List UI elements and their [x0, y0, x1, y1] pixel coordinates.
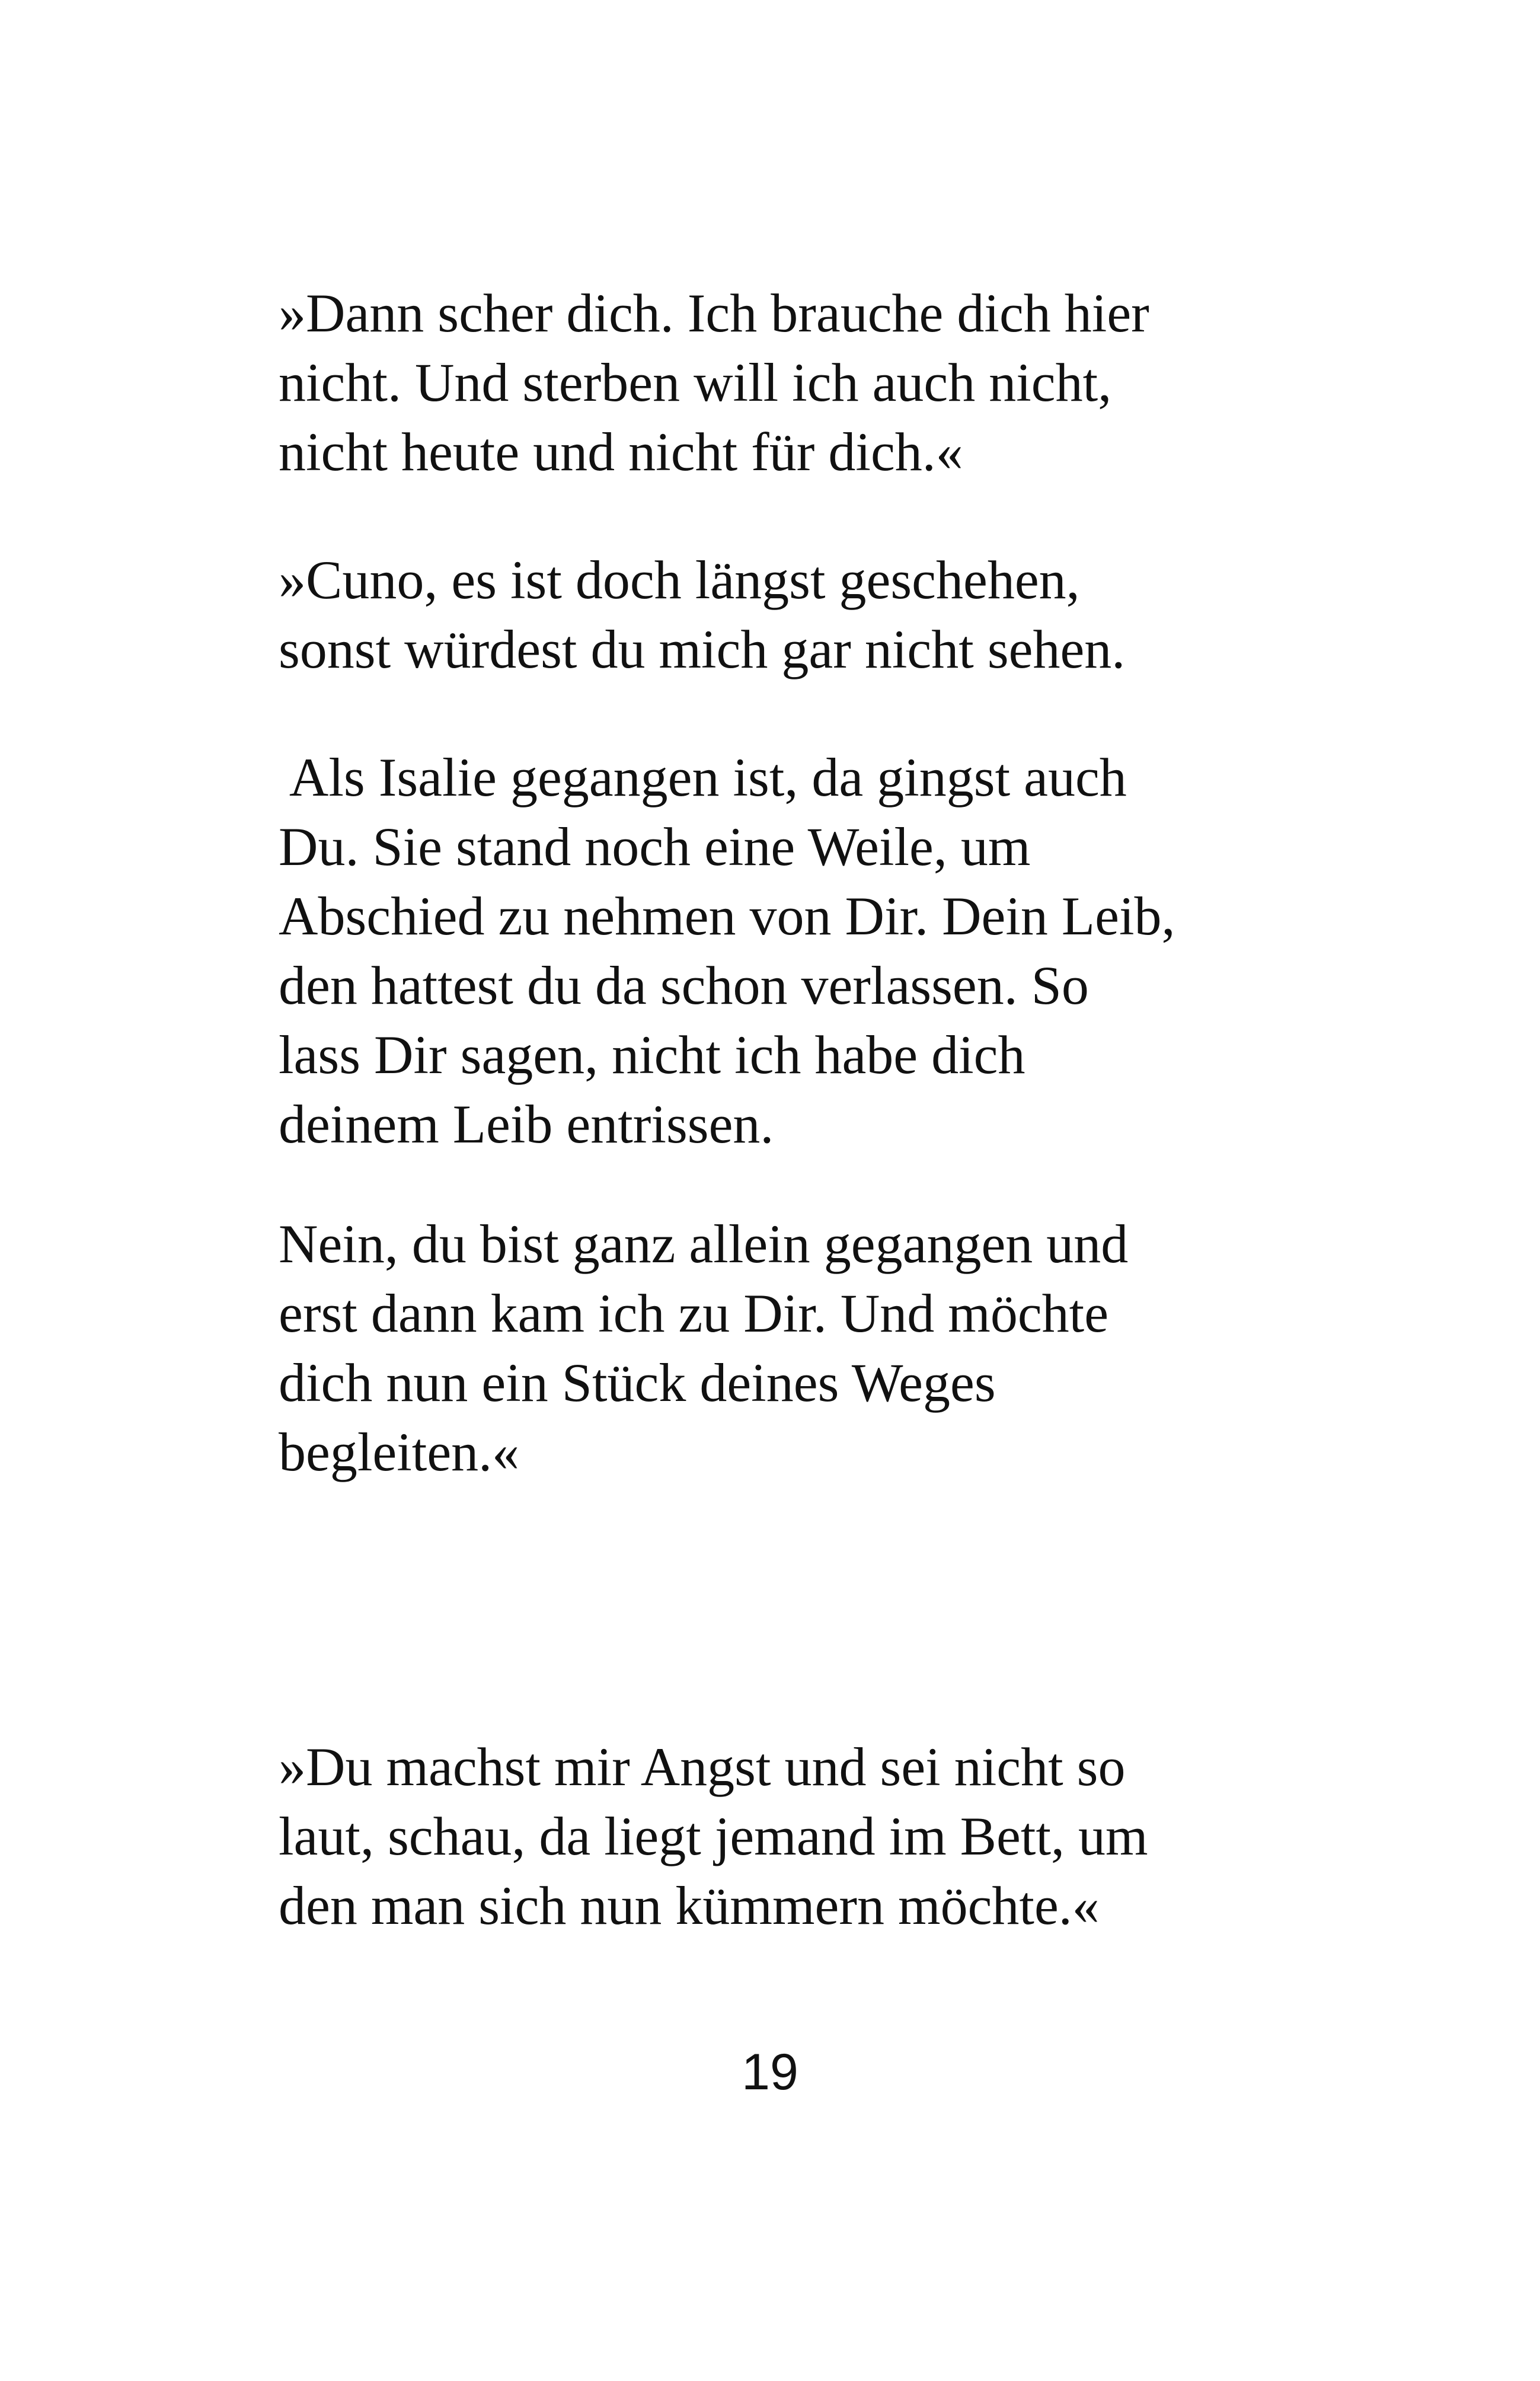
text-line: den hattest du da schon verlassen. So: [279, 955, 1089, 1016]
text-line: nicht heute und nicht für dich.«: [279, 422, 963, 482]
text-line: dich nun ein Stück deines Weges: [279, 1352, 996, 1413]
text-line: laut, schau, da liegt jemand im Bett, um: [279, 1806, 1148, 1866]
paragraph: [279, 279, 1286, 487]
text-line: nicht. Und sterben will ich auch nicht,: [279, 352, 1112, 413]
text-line: erst dann kam ich zu Dir. Und möchte: [279, 1283, 1109, 1343]
paragraph: [279, 545, 1286, 684]
paragraph: [279, 743, 1286, 1159]
paragraph: [279, 1209, 1286, 1487]
text-line: lass Dir sagen, nicht ich habe dich: [279, 1024, 1025, 1085]
text-line: deinem Leib entrissen.: [279, 1094, 774, 1154]
text-line: »Dann scher dich. Ich brauche dich hier: [279, 283, 1149, 343]
text-line: begleiten.«: [279, 1422, 520, 1482]
text-line: Du. Sie stand noch eine Weile, um: [279, 816, 1031, 877]
text-line: Abschied zu nehmen von Dir. Dein Leib,: [279, 886, 1175, 946]
text-line: Nein, du bist ganz allein gegangen und: [279, 1214, 1129, 1274]
text-line: den man sich nun kümmern möchte.«: [279, 1875, 1100, 1936]
text-line: »Du machst mir Angst und sei nicht so: [279, 1737, 1126, 1797]
text-line: »Cuno, es ist doch längst geschehen,: [279, 550, 1080, 610]
paragraph: [279, 1732, 1286, 1940]
page-number: 19: [742, 2044, 798, 2101]
text-line: sonst würdest du mich gar nicht sehen.: [279, 619, 1126, 679]
text-line: Als Isalie gegangen ist, da gingst auch: [279, 747, 1127, 808]
